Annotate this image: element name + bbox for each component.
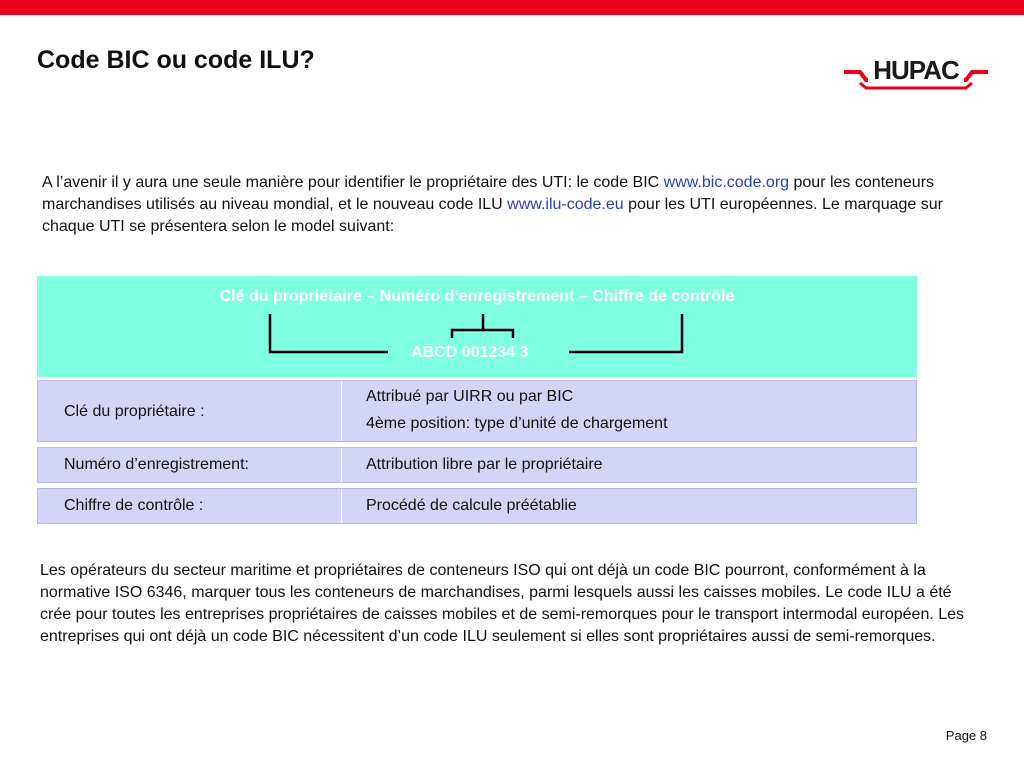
intro-text-1: A l’avenir il y aura une seule manière pour identifier le propriétaire des UTI: le code BIC — [42, 174, 664, 191]
row-value: Attribution libre par le propriétaire — [366, 456, 603, 473]
row-label: Numéro d’enregistrement: — [64, 456, 249, 473]
hupac-logo — [842, 52, 990, 94]
page-title: Code BIC ou code ILU? — [37, 46, 315, 74]
outro-paragraph: Les opérateurs du secteur maritime et propriétaires de conteneurs ISO qui ont déjà un code BIC pourront, conformément à la normative ISO 6346, marquer tous les conteneurs de marchandises, parmi lesquels aussi les caisses mobiles. Le code ILU a été crée pour toutes les entreprises propriétaires de caisses mobiles et de semi-remorques pour le transport intermodal européen. Les entreprises qui ont déjà un code BIC nécessitent d’un code ILU seulement si elles sont propriétaires aussi de semi-remorques. — [40, 562, 965, 645]
row-registration-number — [37, 447, 917, 483]
row-value: Attribué par UIRR ou par BIC — [366, 388, 574, 405]
code-structure-heading: Clé du propriétaire – Numéro d’enregistrement – Chiffre de contrôle — [219, 288, 735, 305]
row-owner-key — [37, 380, 917, 442]
ilu-link[interactable]: www.ilu-code.eu — [507, 196, 624, 213]
row-divider — [341, 489, 342, 523]
row-value: 4ème position: type d’unité de chargement — [366, 415, 668, 432]
example-code: ABCD 001234 3 — [411, 344, 529, 361]
row-label: Clé du propriétaire : — [64, 403, 205, 420]
bic-link[interactable]: www.bic.code.org — [663, 174, 790, 191]
page-number: Page 8 — [945, 728, 987, 743]
row-value: Procédé de calcule préétablie — [366, 497, 577, 514]
logo-wordmark: HUPAC — [873, 55, 959, 85]
row-label: Chiffre de contrôle : — [64, 497, 204, 514]
row-check-digit — [37, 488, 917, 524]
intro-text-3: pour les UTI européennes. Le marquage sur chaque UTI se présentera selon le model suivant: — [42, 196, 943, 235]
code-structure-band — [37, 276, 917, 377]
row-divider — [341, 381, 342, 441]
intro-text-2: pour les conteneurs marchandises utilisés au niveau mondial, et le nouveau code ILU — [42, 174, 935, 213]
top-accent-bar — [0, 0, 1024, 15]
intro-paragraph — [42, 172, 962, 238]
row-divider — [341, 448, 342, 482]
